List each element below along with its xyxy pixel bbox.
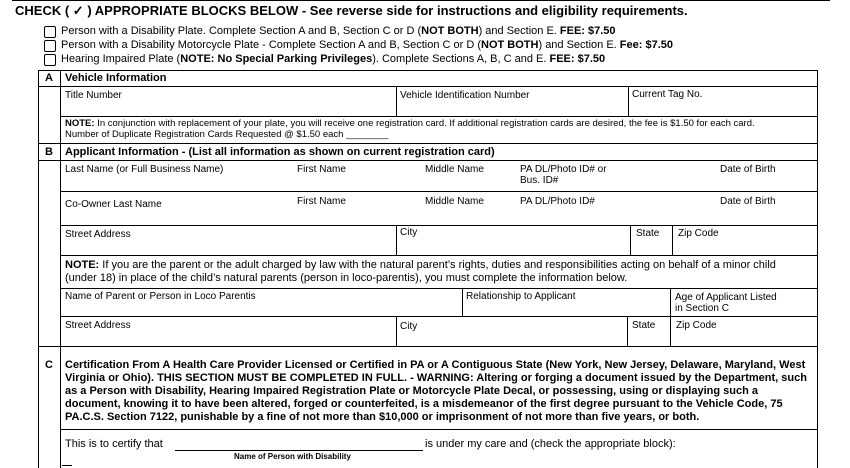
street-address-2-label: Street Address [65,320,131,331]
section-b-title: Applicant Information - (List all information as shown on current registration card) [65,146,495,158]
certify-post-text: is under my care and (check the appropriate block): [425,438,676,450]
name-of-person-caption: Name of Person with Disability [234,452,351,461]
person-with-disability-name-field[interactable] [175,436,423,450]
option-hearing-impaired-label: Hearing Impaired Plate (NOTE: No Special Parking Privileges). Complete Sections A, B, C and E. FEE: $7.50 [61,53,606,65]
person-name-line [175,450,423,451]
form-instructions-heading [15,3,688,19]
current-tag-label: Current Tag No. [632,89,703,100]
zip-code-2-label: Zip Code [676,320,717,331]
health-care-certification-text: Certification From A Health Care Provider Licensed or Certified in PA or A Contiguous State (New York, New Jersey, Delaware, Maryland, West Virginia or Ohio). THIS SECTION MUST BE COMPLETED IN FULL. - WARNING: Altering or forging a document issued by the Department, such as a Person with Disability, Hearing Impaired Registration Plate or Motorcycle Plate Decal, or possessing, using or displaying such a document, knowing it to have been altered, forged or counterfeited, is a misdemeanor of the first degree pursuant to the Vehicle Code, 75 PA.C.S. Section 7122, punishable by a fine of not more than $10,000 or imprisonment of not more than five years, or both. [65,359,807,423]
middle-name-label: Middle Name [425,164,484,175]
section-a-letter: A [45,72,53,84]
last-name-field[interactable] [61,176,291,190]
vin-label: Vehicle Identification Number [400,90,530,101]
certify-pre-text: This is to certify that [65,438,163,450]
state-label: State [636,228,660,239]
city-2-field[interactable] [397,332,626,345]
street-address-2-field[interactable] [61,332,395,345]
age-of-applicant-label: Age of Applicant Listed in Section C [675,292,777,314]
pa-dl-2-label: PA DL/Photo ID# [520,196,595,207]
section-a-title: Vehicle Information [65,72,167,84]
option-disability-plate-label: Person with a Disability Plate. Complete Section A and B, Section C or D (NOT BOTH) and Section E. FEE: $7.50 [61,25,616,37]
state-2-label: State [632,320,656,331]
option-hearing-impaired-checkbox[interactable] [44,54,56,66]
option-motorcycle-plate-checkbox[interactable] [44,40,56,52]
zip-code-label: Zip Code [678,228,719,239]
title-number-label: Title Number [65,90,122,101]
zip-code-field[interactable] [673,240,816,254]
parent-name-label: Name of Parent or Person in Loco Parentis [65,291,256,302]
dob-2-label: Date of Birth [720,196,776,207]
street-address-field[interactable] [61,240,395,254]
vin-field[interactable] [397,101,627,115]
state-2-field[interactable] [628,332,669,345]
co-owner-field[interactable] [61,211,291,225]
last-name-label: Last Name (or Full Business Name) [65,164,224,175]
current-tag-field[interactable] [629,101,816,115]
zip-code-2-field[interactable] [671,332,816,345]
first-name-label: First Name [297,164,346,175]
registration-card-note: NOTE: In conjunction with replacement of your plate, you will receive one registration card. If additional registration cards are desired, the fee is $1.50 for each card. Number of Duplicate Registration Cards Requested @ $1.50 each ________ [65,118,755,140]
first-name-2-label: First Name [297,196,346,207]
city-2-label: City [400,321,418,332]
parent-name-field[interactable] [61,302,461,315]
relationship-label: Relationship to Applicant [466,291,576,302]
pa-dl-label: PA DL/Photo ID# or Bus. ID# [520,164,607,186]
state-field[interactable] [631,240,671,254]
city-label: City [400,227,418,238]
section-c-letter: C [45,359,53,371]
middle-name-2-label: Middle Name [425,196,484,207]
option-disability-plate-checkbox[interactable] [44,26,56,38]
heading-lead: CHECK ( [15,3,70,18]
relationship-field[interactable] [463,302,669,315]
loco-parentis-note: NOTE: If you are the parent or the adult charged by law with the natural parent’s rights, duties and responsibilities acting on behalf of a minor child (under 18) in place of the child’s natural parents (person in loco-parentis), you must complete the information below. [65,259,776,284]
city-field[interactable] [397,240,629,254]
dob-label: Date of Birth [720,164,776,175]
option-motorcycle-plate-label: Person with a Disability Motorcycle Plate - Complete Section A and B, Section C or D (NOT BOTH) and Section E. Fee: $7.50 [61,39,673,51]
heading-rest: ) APPROPRIATE BLOCKS BELOW - See reverse side for instructions and eligibility requirements. [87,3,688,18]
street-address-label: Street Address [65,229,131,240]
title-number-field[interactable] [61,101,395,115]
section-b-letter: B [45,146,53,158]
check-mark-icon: ✓ [72,3,84,18]
co-owner-label: Co-Owner Last Name [65,199,162,210]
